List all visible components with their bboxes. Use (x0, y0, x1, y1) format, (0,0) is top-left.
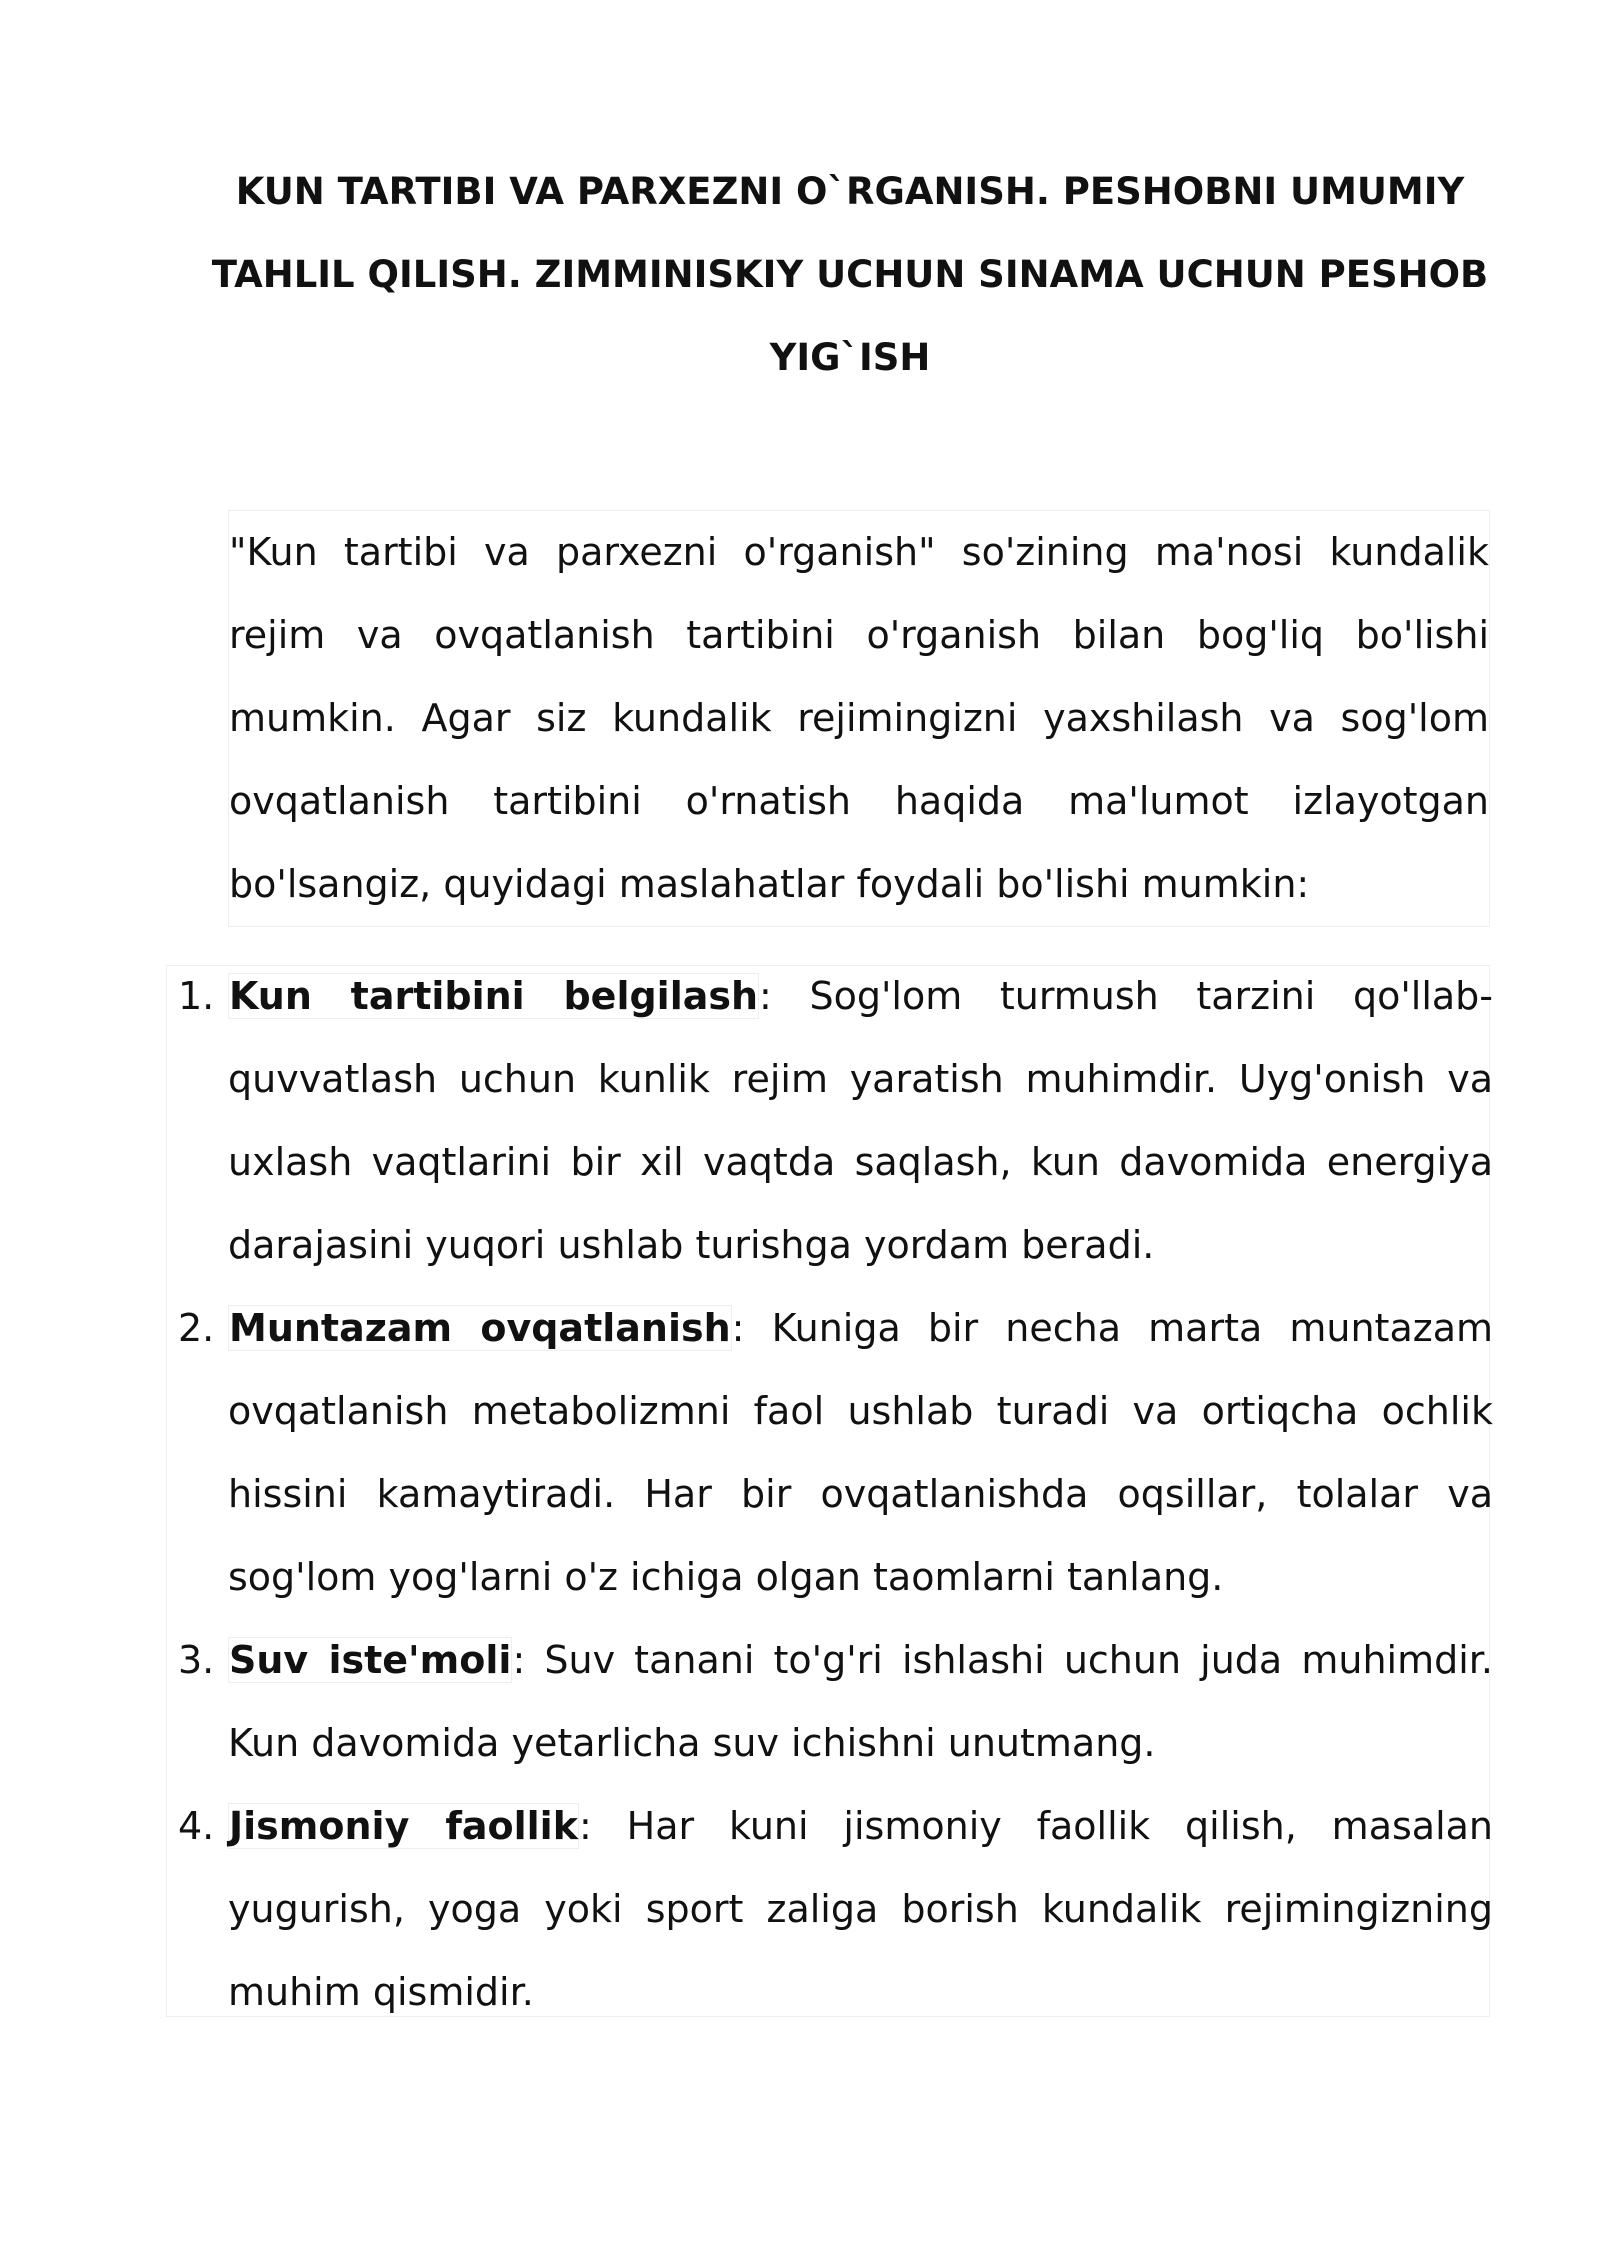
list-item-term: Kun tartibini belgilash (229, 974, 759, 1018)
intro-paragraph: "Kun tartibi va parxezni o'rganish" so'zining ma'nosi kundalik rejim va ovqatlanish tartibini o'rganish bilan bog'liq bo'lishi mumkin. Agar siz kundalik rejimingizni yaxshilash va sog'lom ovqatlanish tartibini o'rnatish haqida ma'lumot izlayotgan bo'lsangiz, quyidagi maslahatlar foydali bo'lishi mumkin: (228, 510, 1490, 927)
list-item (178, 1287, 1493, 1619)
document-title: KUN TARTIBI VA PARXEZNI O`RGANISH. PESHOBNI UMUMIY TAHLIL QILISH. ZIMMINISKIY UCHUN SINAMA UCHUN PESHOB YIG`ISH (211, 170, 1489, 379)
tips-list (178, 955, 1493, 2034)
list-item (178, 955, 1493, 1287)
list-item-text: : Har kuni jismoniy faollik qilish, masalan yugurish, yoga yoki sport zaliga borish kundalik rejimingizning muhim qismidir. (228, 1804, 1493, 2014)
list-item-number: 4. (178, 1804, 215, 1848)
list-item-text: : Kuniga bir necha marta muntazam ovqatlanish metabolizmni faol ushlab turadi va ortiqcha ochlik hissini kamaytiradi. Har bir ovqatlanishda oqsillar, tolalar va sog'lom yog'larni o'z ichiga olgan taomlarni tanlang. (228, 1306, 1493, 1599)
list-item-number: 3. (178, 1638, 215, 1682)
list-item-term: Suv iste'moli (229, 1638, 512, 1682)
list-item-number: 1. (178, 974, 215, 1018)
list-item-text: : Suv tanani to'g'ri ishlashi uchun juda muhimdir. Kun davomida yetarlicha suv ichishni unutmang. (228, 1638, 1493, 1765)
list-item-term: Jismoniy faollik (229, 1804, 578, 1848)
list-item (178, 1619, 1493, 1785)
list-item-number: 2. (178, 1306, 215, 1350)
list-item-text: : Sog'lom turmush tarzini qo'llab-quvvatlash uchun kunlik rejim yaratish muhimdir. Uyg'onish va uxlash vaqtlarini bir xil vaqtda saqlash, kun davomida energiya darajasini yuqori ushlab turishga yordam beradi. (228, 974, 1493, 1267)
list-item (178, 1785, 1493, 2034)
list-item-term: Muntazam ovqatlanish (229, 1306, 731, 1350)
